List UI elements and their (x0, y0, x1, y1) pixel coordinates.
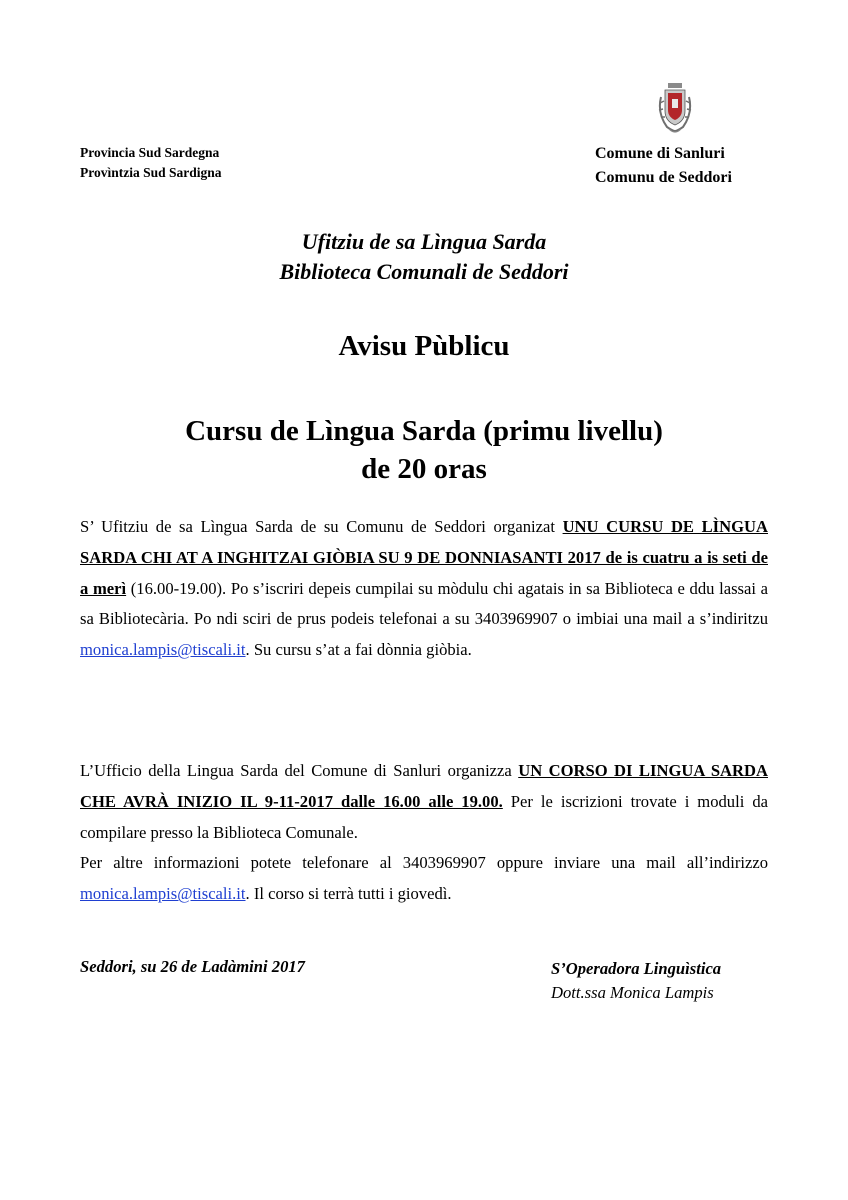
italian-intro: L’Ufficio della Lingua Sarda del Comune di Sanluri organizza (80, 761, 519, 780)
office-name: Ufitziu de sa Lìngua Sarda (301, 229, 547, 254)
sardinian-paragraph (80, 512, 768, 666)
place-date: Seddori, su 26 de Ladàmini 2017 (80, 957, 305, 976)
italian-closing: . Il corso si terrà tutti i giovedì. (245, 884, 452, 904)
sardinian-intro: S’ Ufitziu de sa Lìngua Sarda de su Comunu de Seddori organizat (80, 517, 563, 536)
sardinian-closing: . Su cursu s’at a fai dònnia giòbia. (245, 640, 472, 660)
italian-info-intro: Per altre informazioni potete telefonare al 3403969907 oppure inviare una mail all’indirizzo (80, 853, 768, 873)
comune-name-sardinian: Comunu de Seddori (595, 169, 732, 186)
course-title (0, 412, 848, 488)
signature-block (551, 957, 721, 1005)
office-heading (0, 227, 848, 287)
comune-header (595, 142, 732, 190)
sardinian-email-link[interactable]: monica.lampis@tiscali.it (80, 640, 246, 660)
comune-name-italian: Comune di Sanluri (595, 145, 725, 162)
italian-details: Per le iscrizioni trovate i moduli da compilare presso la Biblioteca Comunale. (80, 791, 768, 842)
coat-of-arms-icon (655, 83, 695, 135)
province-header (80, 143, 222, 183)
province-name-sardinian: Provìntzia Sud Sardigna (80, 165, 222, 180)
italian-paragraph (80, 756, 768, 910)
signer-role: S’Operadora Linguìstica (551, 959, 722, 978)
course-duration: de 20 oras (361, 453, 487, 485)
province-name-italian: Provincia Sud Sardegna (80, 145, 220, 160)
notice-title: Avisu Pùblicu (338, 330, 510, 362)
library-name: Biblioteca Comunali de Seddori (279, 259, 569, 284)
sardinian-details: (16.00-19.00). Po s’iscriri depeis cumpilai su mòdulu chi agatais in sa Biblioteca e ddu lassai a sa Bibliotecària. Po ndi sciri de prus podeis telefonai a su 3403969907 o imbiai una mail a s’indiritzu (80, 578, 768, 629)
italian-email-link[interactable]: monica.lampis@tiscali.it (80, 884, 246, 904)
italian-course-highlight: UN CORSO DI LINGUA SARDA CHE AVRÀ INIZIO IL 9-11-2017 dalle 16.00 alle 19.00. (80, 761, 768, 811)
signer-name: Dott.ssa Monica Lampis (551, 983, 714, 1002)
course-title-line1: Cursu de Lìngua Sarda (primu livellu) (185, 415, 663, 447)
sardinian-course-highlight: UNU CURSU DE LÌNGUA SARDA CHI AT A INGHITZAI GIÒBIA SU 9 DE DONNIASANTI 2017 de is cuatru a is seti de a merì (80, 517, 768, 598)
